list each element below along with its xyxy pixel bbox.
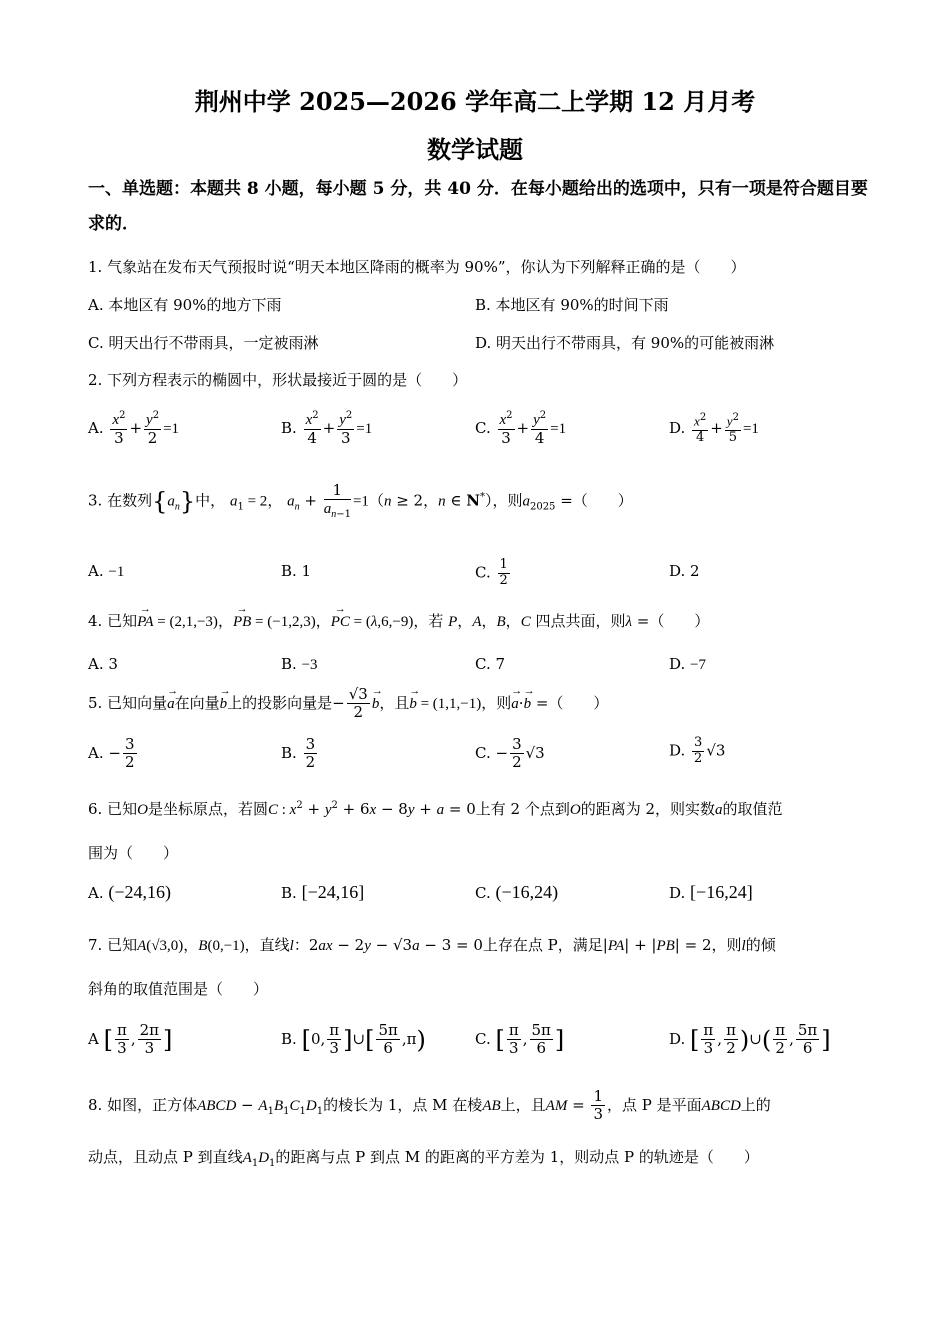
q7-stem-line1: 7. 已知A(√3,0)，B(0,−1)，直线l：2ax − 2y − √3a − 3 = 0上存在点 P，满足|PA| + |PB| = 2，则l的倾	[88, 936, 776, 954]
q5-option-a: A. − $\frac{3}{2}$	[88, 735, 135, 772]
q4-option-c: C. 7	[475, 655, 506, 673]
q2-option-b: B. $\frac{x^2}{4}$ + $\frac{y^2}{3}$ =1	[281, 410, 373, 448]
q7-option-a: A [ $\frac{\pi}{3}$ , $\frac{2\pi}{3}$ ]	[88, 1021, 173, 1058]
q3-option-c: C. $\frac{1}{2}$	[475, 557, 508, 588]
q5-option-d: D. $\frac{3}{2}$ √3	[669, 735, 726, 766]
q4-option-b: B. −3	[281, 655, 318, 673]
q6-option-a: A. (−24,16)	[88, 882, 172, 902]
q6-stem-line1: 6. 已知O是坐标原点，若圆C : $x^2 + y^2 + 6x - 8y + a = 0$上有 2 个点到O的距离为 2，则实数a的取值范	[88, 800, 783, 818]
q7-stem-line2: 斜角的取值范围是（ ）	[88, 980, 269, 998]
q6-stem-line2: 围为（ ）	[88, 844, 179, 862]
section-heading: 一、单选题：本题共 8 小题，每小题 5 分，共 40 分．在每小题给出的选项中，只有一项是符合题目要求的．	[88, 179, 868, 234]
exam-subtitle: 数学试题	[427, 135, 523, 164]
q6-option-d: D. [−16,24]	[669, 882, 753, 902]
exam-title: 荆州中学 2025—2026 学年高二上学期 12 月月考	[194, 87, 756, 116]
q1-option-b: B. 本地区有 90%的时间下雨	[475, 296, 669, 314]
q7-option-c: C. [ $\frac{\pi}{3}$ , $\frac{5\pi}{6}$ ]	[475, 1021, 565, 1058]
q5-stem: 5. 已知向量→ a在向量→ b上的投影向量是− $\frac{√3}{2}$ → b，且→ b = (1,1,−1)，则→ a·→ b =（ ）	[88, 686, 608, 722]
q6-option-b: B. [−24,16]	[281, 882, 365, 902]
q7-option-b: B. [0, $\frac{\pi}{3}$ ]∪[ $\frac{5\pi}{6}$ ,π)	[281, 1021, 426, 1058]
q6-option-c: C. (−16,24)	[475, 882, 559, 902]
q4-stem: 4. 已知→ PA = (2,1,−3)，→ PB = (−1,2,3)，→ PC = (λ,6,−9)，若 P，A，B，C 四点共面，则λ =（ ）	[88, 610, 709, 631]
q1-stem: 1. 气象站在发布天气预报时说“明天本地区降雨的概率为 90%”，你认为下列解释正确的是（ ）	[88, 258, 746, 276]
q2-option-a: A. $\frac{x^2}{3}$ + $\frac{y^2}{2}$ =1	[88, 410, 180, 448]
q2-option-c: C. $\frac{x^2}{3}$ + $\frac{y^2}{4}$ =1	[475, 410, 567, 448]
q5-option-b: B. $\frac{3}{2}$	[281, 735, 316, 772]
q1-option-d: D. 明天出行不带雨具，有 90%的可能被雨淋	[475, 334, 775, 352]
q3-option-a: A. −1	[88, 562, 125, 580]
q8-stem-line2: 动点，且动点 P 到直线$A_1D_1$的距离与点 P 到点 M 的距离的平方差为 1，则动点 P 的轨迹是（ ）	[88, 1148, 759, 1169]
q2-option-d: D. $\frac{x^2}{4}$ + $\frac{y^2}{5}$ =1	[669, 412, 759, 446]
q4-option-a: A. 3	[88, 655, 118, 673]
q4-option-d: D. −7	[669, 655, 707, 673]
q1-option-a: A. 本地区有 90%的地方下雨	[88, 296, 282, 314]
q3-option-d: D. 2	[669, 562, 700, 580]
q3-option-b: B. 1	[281, 562, 312, 580]
q2-stem: 2. 下列方程表示的椭圆中，形状最接近于圆的是（ ）	[88, 371, 468, 389]
q7-option-d: D. [ $\frac{\pi}{3}$ , $\frac{\pi}{2}$ )∪( $\frac{\pi}{2}$ , $\frac{5\pi}{6}$ ]	[669, 1021, 831, 1058]
q3-stem: 3. 在数列$\{a_n\}$中， $a_1 = 2$， $a_n$ + $\frac{1}{a_{n-1}}$ =1（n ≥ 2，n ∈ N*），则$a_{2025}$ =（ ）	[88, 481, 633, 521]
q1-option-c: C. 明天出行不带雨具，一定被雨淋	[88, 334, 319, 352]
q5-option-c: C. − $\frac{3}{2}$ √3	[475, 735, 545, 772]
q8-stem-line1: 8. 如图，正方体ABCD − $A_1B_1C_1D_1$的棱长为 1，点 M 在棱AB上，且AM = $\frac{1}{3}$ ，点 P 是平面ABCD上的	[88, 1087, 771, 1124]
